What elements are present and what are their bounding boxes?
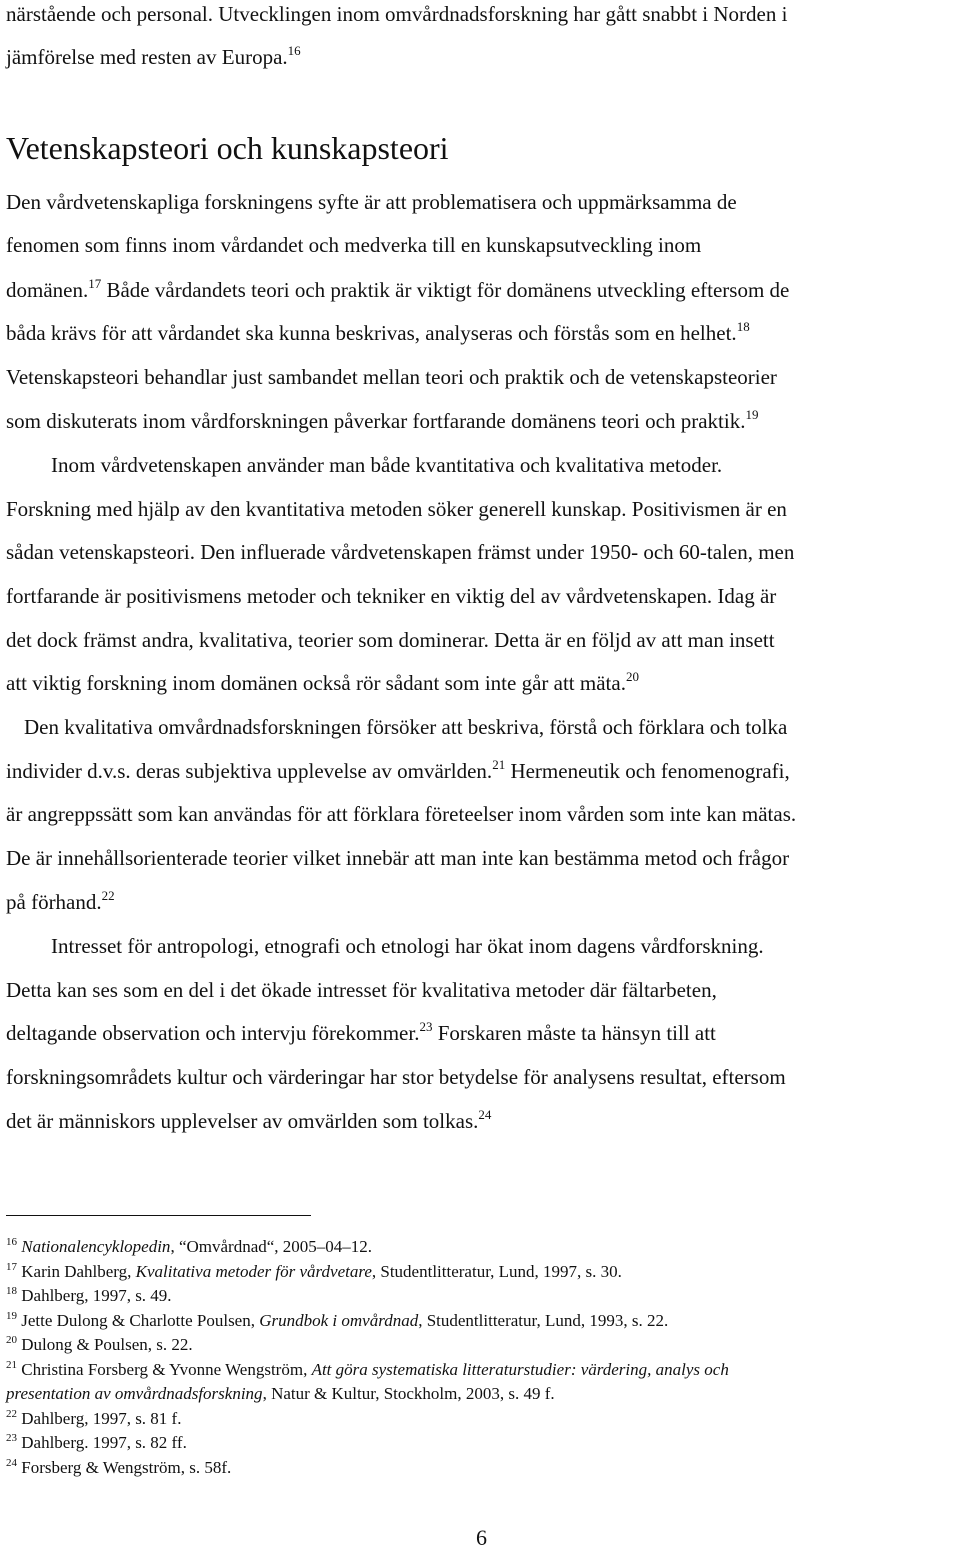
- body-line: fenomen som finns inom vårdandet och medverka till en kunskapsutveckling inom: [6, 233, 702, 257]
- footnote-ref: 22: [101, 888, 115, 903]
- footnote: presentation av omvårdnadsforskning, Natur & Kultur, Stockholm, 2003, s. 49 f.: [6, 1384, 555, 1403]
- footnote-ref: 20: [625, 669, 639, 684]
- footnote: $^{19}$ Jette Dulong & Charlotte Poulsen, Grundbok i omvårdnad, Studentlitteratur, Lund, 1993, s. 22.: [6, 1310, 669, 1330]
- page-number: 6: [476, 1525, 487, 1550]
- footnote-ref: 19: [745, 407, 759, 422]
- body-line: deltagande observation och intervju förekommer.$^{23}$ Forskaren måste ta hänsyn till att: [6, 1019, 716, 1045]
- footnote: $^{23}$ Dahlberg. 1997, s. 82 ff.: [6, 1432, 187, 1452]
- body-line: domänen.$^{17}$ Både vårdandets teori och praktik är viktigt för domänens utveckling eftersom de: [6, 276, 790, 302]
- footnote: $^{22}$ Dahlberg, 1997, s. 81 f.: [6, 1408, 182, 1428]
- body-line: Vetenskapsteori behandlar just sambandet mellan teori och praktik och de vetenskapsteorier: [6, 365, 777, 389]
- body-line: båda krävs för att vårdandet ska kunna beskrivas, analyseras och förstås som en helhet.$^{18}$: [6, 319, 750, 345]
- footnote-ref: 16: [287, 43, 301, 58]
- footnote: $^{16}$ Nationalencyklopedin, “Omvårdnad“, 2005–04–12.: [6, 1236, 373, 1256]
- footnote-ref: 24: [478, 1107, 492, 1122]
- body-line: Intresset för antropologi, etnografi och etnologi har ökat inom dagens vårdforskning.: [51, 934, 764, 958]
- body-line: forskningsområdets kultur och värderingar har stor betydelse för analysens resultat, eftersom: [6, 1065, 786, 1089]
- body-line: Den kvalitativa omvårdnadsforskningen försöker att beskriva, förstå och förklara och tolka: [24, 715, 788, 739]
- footnote-ref: 17: [88, 276, 102, 291]
- footnote-ref: 21: [492, 757, 506, 772]
- body-line: fortfarande är positivismens metoder och tekniker en viktig del av vårdvetenskapen. Idag är: [6, 584, 777, 608]
- body-line: De är innehållsorienterade teorier vilket innebär att man inte kan bestämma metod och frågor: [6, 846, 790, 870]
- body-line: det är människors upplevelser av omvärlden som tolkas.$^{24}$: [6, 1107, 492, 1133]
- body-line: Inom vårdvetenskapen använder man både kvantitativa och kvalitativa metoder.: [51, 453, 723, 477]
- body-line: är angreppssätt som kan användas för att förklara företeelser inom vården som inte kan mätas.: [6, 802, 797, 826]
- footnote: $^{24}$ Forsberg & Wengström, s. 58f.: [6, 1457, 232, 1477]
- footnote-ref: 23: [419, 1019, 433, 1034]
- footnote: $^{21}$ Christina Forsberg & Yvonne Wengström, Att göra systematiska litteraturstudier: värdering, analys och: [6, 1359, 729, 1379]
- footnote: $^{20}$ Dulong & Poulsen, s. 22.: [6, 1334, 193, 1354]
- body-line: som diskuterats inom vårdforskningen påverkar fortfarande domänens teori och praktik.$^{19}$: [6, 407, 759, 433]
- footnote: $^{17}$ Karin Dahlberg, Kvalitativa metoder för vårdvetare, Studentlitteratur, Lund, 1997, s. 30.: [6, 1261, 622, 1281]
- body-line: på förhand.$^{22}$: [6, 888, 115, 914]
- body-line: närstående och personal. Utvecklingen inom omvårdnadsforskning har gått snabbt i Norden i: [6, 2, 788, 26]
- footnote-ref: 18: [736, 319, 750, 334]
- body-line: Detta kan ses som en del i det ökade intresset för kvalitativa metoder där fältarbeten,: [6, 978, 717, 1002]
- footnote-divider: [6, 1215, 311, 1216]
- body-line: sådan vetenskapsteori. Den influerade vårdvetenskapen främst under 1950- och 60-talen, men: [6, 540, 795, 564]
- body-line: jämförelse med resten av Europa.$^{16}$: [6, 43, 301, 69]
- body-line: att viktig forskning inom domänen också rör sådant som inte går att mäta.$^{20}$: [6, 669, 639, 695]
- body-line: Forskning med hjälp av den kvantitativa metoden söker generell kunskap. Positivismen är en: [6, 497, 787, 521]
- section-heading: Vetenskapsteori och kunskapsteori: [6, 130, 449, 166]
- body-line: individer d.v.s. deras subjektiva upplevelse av omvärlden.$^{21}$ Hermeneutik och fenomenografi,: [6, 757, 790, 783]
- body-line: det dock främst andra, kvalitativa, teorier som dominerar. Detta är en följd av att man insett: [6, 628, 775, 652]
- body-line: Den vårdvetenskapliga forskningens syfte är att problematisera och uppmärksamma de: [6, 190, 737, 214]
- footnote: $^{18}$ Dahlberg, 1997, s. 49.: [6, 1285, 172, 1305]
